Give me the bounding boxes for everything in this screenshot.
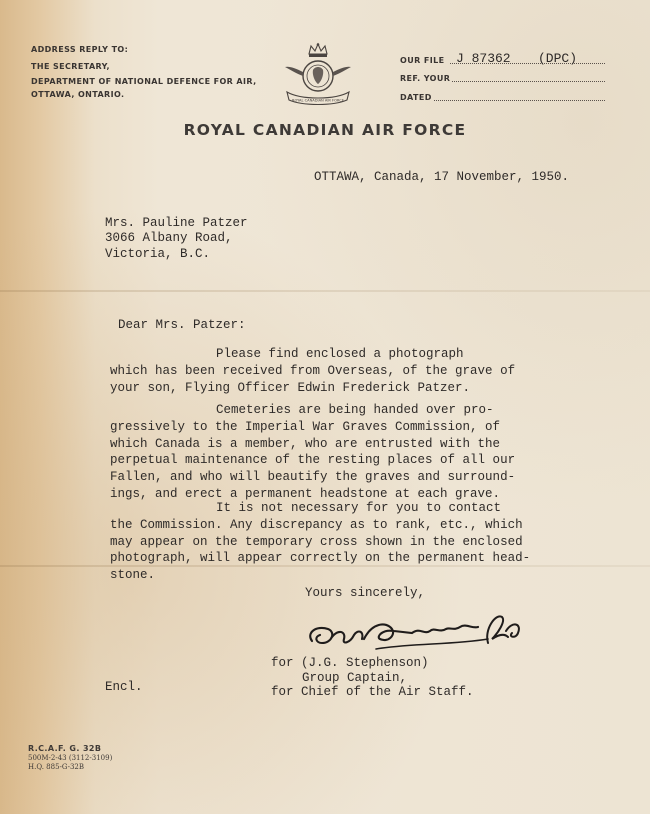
- reply-line-secretary: THE SECRETARY,: [31, 62, 110, 71]
- our-file-row: [400, 52, 605, 66]
- signature-for-name: for (J.G. Stephenson): [271, 656, 429, 670]
- form-code: R.C.A.F. G. 32B: [28, 744, 102, 753]
- paper-fold-line: [0, 290, 650, 292]
- crest-banner-text: ROYAL CANADIAN AIR FORCE: [291, 98, 345, 103]
- body-paragraph-3: [110, 500, 530, 584]
- letterhead-title: ROYAL CANADIAN AIR FORCE: [183, 121, 467, 139]
- reply-line-city: OTTAWA, ONTARIO.: [31, 90, 125, 99]
- paragraph-line: Cemeteries are being handed over pro-: [216, 403, 494, 417]
- ref-your-row: [400, 70, 605, 84]
- ref-your-label: REF. YOUR: [400, 74, 451, 83]
- paragraph-line: stone.: [110, 568, 156, 583]
- paragraph-line: It is not necessary for you to contact: [216, 501, 502, 515]
- reply-to-label: ADDRESS REPLY TO:: [31, 45, 129, 54]
- reply-line-department: DEPARTMENT OF NATIONAL DEFENCE FOR AIR,: [31, 77, 257, 86]
- our-file-label: OUR FILE: [400, 56, 445, 65]
- closing: Yours sincerely,: [305, 586, 426, 600]
- salutation: Dear Mrs. Patzer:: [118, 318, 246, 332]
- form-number-footer: [28, 744, 112, 771]
- form-print-run: 500M-2-43 (3112-3109): [28, 754, 113, 762]
- recipient-street: 3066 Albany Road,: [105, 231, 233, 245]
- recipient-name: Mrs. Pauline Patzer: [105, 216, 248, 230]
- paragraph-line: the Commission. Any discrepancy as to rank, etc., which: [110, 517, 523, 532]
- dateline: OTTAWA, Canada, 17 November, 1950.: [314, 170, 570, 184]
- body-paragraph-2: [110, 402, 515, 503]
- dated-dotted-line: [434, 100, 605, 101]
- paragraph-line: your son, Flying Officer Edwin Frederick Patzer.: [110, 380, 471, 395]
- enclosure-note: Encl.: [105, 680, 143, 694]
- paragraph-line: which Canada is a member, who are entrusted with the: [110, 436, 501, 451]
- paragraph-line: which has been received from Overseas, of the grave of: [110, 363, 516, 378]
- form-hq-number: H.Q. 885-G-32B: [28, 763, 85, 771]
- handwritten-signature: [302, 603, 532, 663]
- ref-your-dotted-line: [452, 81, 605, 82]
- our-file-suffix: (DPC): [538, 51, 578, 66]
- paragraph-line: photograph, will appear correctly on the permanent head-: [110, 551, 531, 566]
- paragraph-line: ings, and erect a permanent headstone at each grave.: [110, 486, 501, 501]
- signature-rank: Group Captain,: [302, 671, 408, 685]
- body-paragraph-1: [110, 346, 515, 396]
- paragraph-line: perpetual maintenance of the resting places of all our: [110, 453, 516, 468]
- paragraph-line: gressively to the Imperial War Graves Commission, of: [110, 419, 501, 434]
- rcaf-crest-icon: [283, 42, 353, 108]
- our-file-value: J 87362: [456, 51, 511, 66]
- dated-label: DATED: [400, 93, 432, 102]
- signature-role: for Chief of the Air Staff.: [271, 685, 474, 699]
- paragraph-line: Please find enclosed a photograph: [216, 347, 464, 361]
- paragraph-line: may appear on the temporary cross shown in the enclosed: [110, 534, 523, 549]
- dated-row: [400, 89, 605, 103]
- paragraph-line: Fallen, and who will beautify the graves and surround-: [110, 470, 516, 485]
- recipient-city: Victoria, B.C.: [105, 247, 211, 261]
